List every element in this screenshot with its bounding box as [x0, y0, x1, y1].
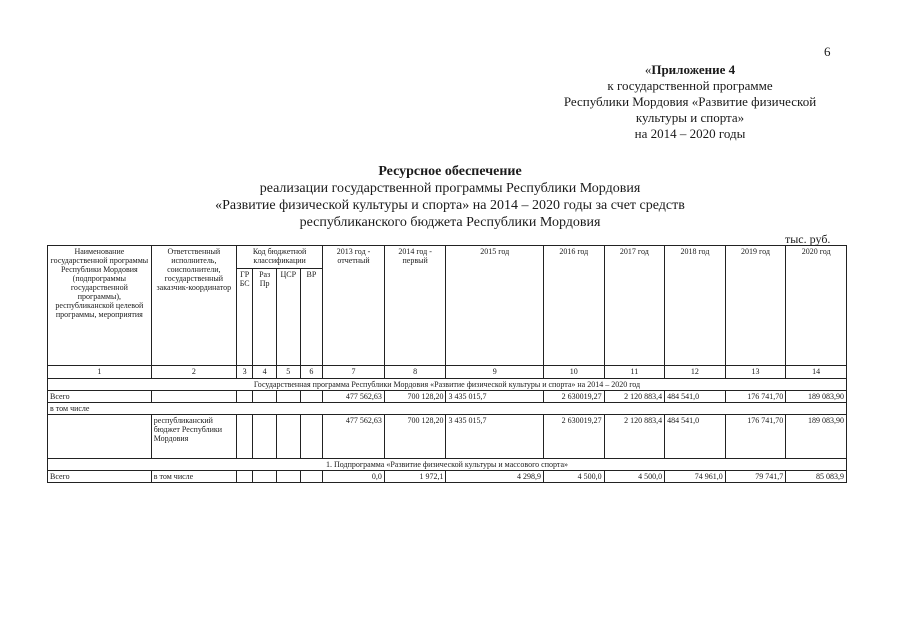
- row-label: Всего: [48, 391, 152, 403]
- table-row-total: [48, 391, 847, 403]
- cell-value: 1 972,1: [384, 471, 446, 483]
- column-number: 5: [276, 366, 300, 379]
- cell-value: 700 128,20: [384, 391, 446, 403]
- cell-value: 85 083,9: [786, 471, 847, 483]
- cell-razpr: [253, 471, 277, 483]
- header-grbs: ГР БС: [236, 269, 252, 366]
- cell-value: 2 630019,27: [543, 415, 604, 459]
- cell-csr: [276, 415, 300, 459]
- cell-value: 189 083,90: [786, 415, 847, 459]
- cell-value: 484 541,0: [665, 415, 726, 459]
- header-name: Наименование государственной программы Республики Мордовия (подпрограммы государственной программы), республиканской целевой программы, мероприятия: [48, 246, 152, 366]
- column-number: 6: [300, 366, 323, 379]
- title-line: реализации государственной программы Республики Мордовия: [259, 181, 641, 196]
- row-label: Всего: [48, 471, 152, 483]
- section-row-subprogram: [48, 459, 847, 471]
- cell-razpr: [253, 391, 277, 403]
- cell-razpr: [253, 415, 277, 459]
- cell-value: 79 741,7: [725, 471, 786, 483]
- cell-csr: [276, 391, 300, 403]
- header-vr: ВР: [300, 269, 323, 366]
- header-year-2013: 2013 год - отчетный: [323, 246, 385, 366]
- cell-value: 176 741,70: [725, 415, 786, 459]
- cell-value: 3 435 015,7: [446, 415, 544, 459]
- cell-value: 3 435 015,7: [446, 391, 544, 403]
- cell-value: 189 083,90: [786, 391, 847, 403]
- cell-grbs: [236, 471, 252, 483]
- header-year-2018: 2018 год: [665, 246, 726, 366]
- column-number-row: [48, 366, 847, 379]
- column-number: 2: [151, 366, 236, 379]
- cell-vr: [300, 391, 323, 403]
- cell-value: 176 741,70: [725, 391, 786, 403]
- cell-csr: [276, 471, 300, 483]
- cell-value: 700 128,20: [384, 415, 446, 459]
- cell-executor: [151, 391, 236, 403]
- appendix-title: «Приложение 4: [644, 62, 736, 77]
- column-number: 3: [236, 366, 252, 379]
- page-number: 6: [824, 44, 831, 59]
- column-number: 10: [543, 366, 604, 379]
- section-row-program: [48, 379, 847, 391]
- units-label: тыс. руб.: [785, 232, 831, 246]
- column-number: 1: [48, 366, 152, 379]
- appendix-line: на 2014 – 2020 годы: [634, 126, 746, 141]
- cell-grbs: [236, 415, 252, 459]
- title-line: «Развитие физической культуры и спорта» на 2014 – 2020 годы за счет средств: [215, 198, 685, 213]
- cell-value: 477 562,63: [323, 391, 385, 403]
- cell-value: 2 630019,27: [543, 391, 604, 403]
- header-budget-code: Код бюджетной классификации: [236, 246, 322, 269]
- title-heading: Ресурсное обеспечение: [378, 164, 522, 179]
- column-number: 9: [446, 366, 544, 379]
- header-row: [48, 246, 847, 269]
- cell-vr: [300, 415, 323, 459]
- cell-value: 74 961,0: [665, 471, 726, 483]
- cell-value: 484 541,0: [665, 391, 726, 403]
- row-label: [48, 415, 152, 459]
- document-title: [100, 163, 800, 231]
- header-year-2015: 2015 год: [446, 246, 544, 366]
- cell-executor: республиканский бюджет Республики Мордовия: [151, 415, 236, 459]
- column-number: 13: [725, 366, 786, 379]
- column-number: 7: [323, 366, 385, 379]
- column-number: 14: [786, 366, 847, 379]
- column-number: 11: [604, 366, 665, 379]
- section-title: Государственная программа Республики Мордовия «Развитие физической культуры и спорта» на 2014 – 2020 год: [48, 379, 847, 391]
- cell-value: 4 298,9: [446, 471, 544, 483]
- budget-table: [47, 245, 847, 483]
- table-row-budget: [48, 415, 847, 459]
- header-year-2017: 2017 год: [604, 246, 665, 366]
- column-number: 8: [384, 366, 446, 379]
- header-razpr: Раз Пр: [253, 269, 277, 366]
- cell-grbs: [236, 391, 252, 403]
- appendix-line: к государственной программе: [607, 78, 773, 93]
- cell-value: 477 562,63: [323, 415, 385, 459]
- row-label: в том числе: [48, 403, 847, 415]
- header-csr: ЦСР: [276, 269, 300, 366]
- appendix-line: культуры и спорта»: [635, 110, 745, 125]
- header-year-2016: 2016 год: [543, 246, 604, 366]
- appendix-header: [520, 62, 860, 142]
- header-year-2014: 2014 год - первый: [384, 246, 446, 366]
- table-row-sub-total: [48, 471, 847, 483]
- header-executor: Ответственный исполнитель, соисполнители, государственный заказчик-координатор: [151, 246, 236, 366]
- cell-value: 4 500,0: [604, 471, 665, 483]
- cell-vr: [300, 471, 323, 483]
- header-year-2020: 2020 год: [786, 246, 847, 366]
- cell-value: 0,0: [323, 471, 385, 483]
- header-year-2019: 2019 год: [725, 246, 786, 366]
- appendix-line: Республики Мордовия «Развитие физической: [563, 94, 817, 109]
- table-row-including: [48, 403, 847, 415]
- section-title: 1. Подпрограмма «Развитие физической культуры и массового спорта»: [48, 459, 847, 471]
- cell-value: 2 120 883,4: [604, 415, 665, 459]
- column-number: 12: [665, 366, 726, 379]
- cell-value: 2 120 883,4: [604, 391, 665, 403]
- title-line: республиканского бюджета Республики Мордовия: [299, 215, 601, 230]
- cell-value: 4 500,0: [543, 471, 604, 483]
- column-number: 4: [253, 366, 277, 379]
- cell-executor: в том числе: [151, 471, 236, 483]
